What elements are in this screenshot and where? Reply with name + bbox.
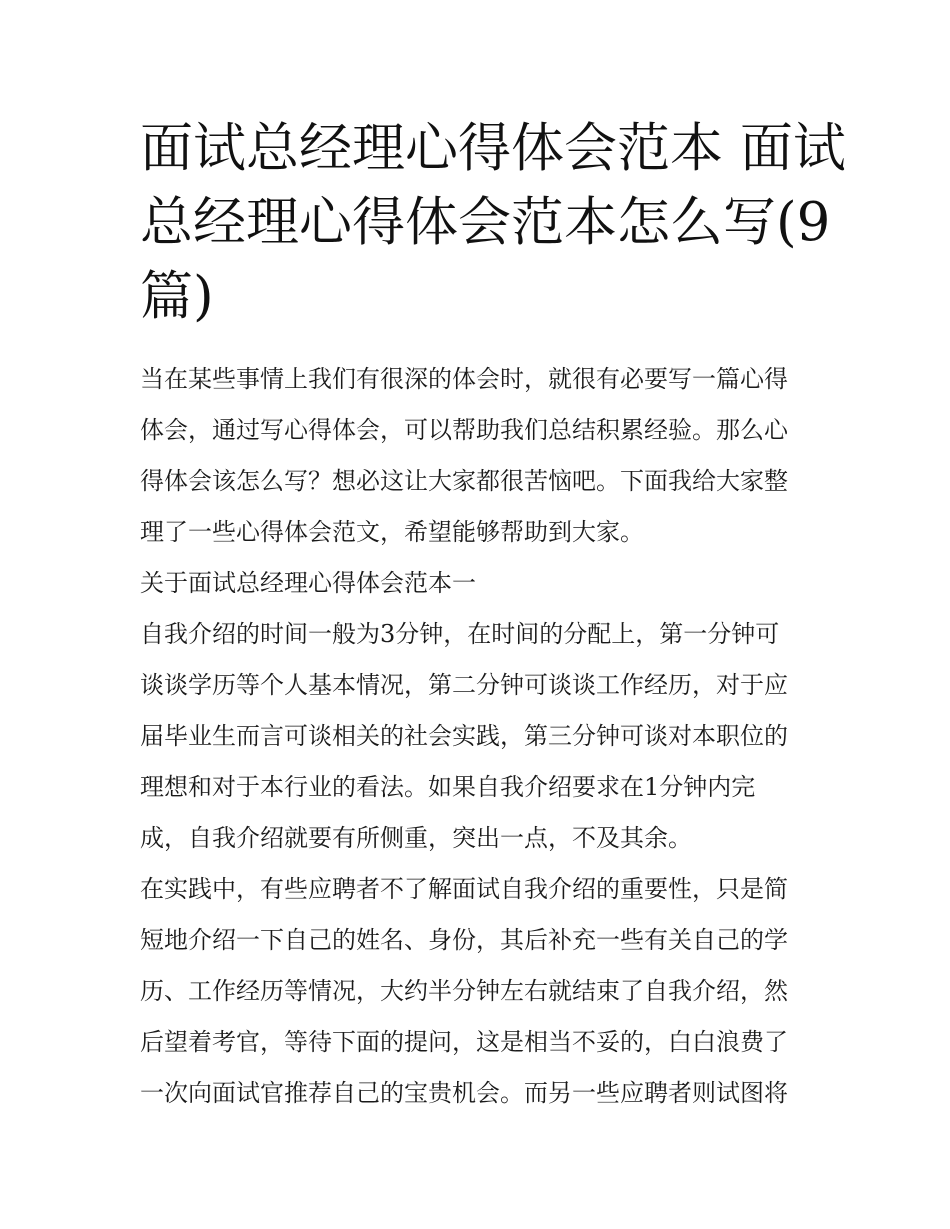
paragraph-line: 成，自我介绍就要有所侧重，突出一点，不及其余。 [140,824,692,852]
title-line: 总经理心得体会范本怎么写(9 [140,192,831,253]
title-line: 面试总经理心得体会范本 面试 [140,118,846,179]
intro-paragraph-line: 体会，通过写心得体会，可以帮助我们总结积累经验。那么心 [140,416,788,444]
paragraph-line: 理想和对于本行业的看法。如果自我介绍要求在1分钟内完 [140,773,756,801]
paragraph-line: 自我介绍的时间一般为3分钟，在时间的分配上，第一分钟可 [140,620,780,648]
paragraph-line: 在实践中，有些应聘者不了解面试自我介绍的重要性，只是简 [140,875,788,903]
intro-paragraph-line: 当在某些事情上我们有很深的体会时，就很有必要写一篇心得 [140,365,788,393]
document-title [140,112,846,334]
intro-paragraph-line: 理了一些心得体会范文，希望能够帮助到大家。 [140,518,644,546]
section-heading: 关于面试总经理心得体会范本一 [140,569,476,597]
paragraph-line: 谈谈学历等个人基本情况，第二分钟可谈谈工作经历，对于应 [140,671,788,699]
intro-paragraph-line: 得体会该怎么写？想必这让大家都很苦恼吧。下面我给大家整 [140,467,788,495]
title-line: 篇) [140,266,214,327]
document-body [140,354,820,1119]
paragraph-line: 短地介绍一下自己的姓名、身份，其后补充一些有关自己的学 [140,926,788,954]
paragraph-line: 一次向面试官推荐自己的宝贵机会。而另一些应聘者则试图将 [140,1079,788,1107]
paragraph-line: 历、工作经历等情况，大约半分钟左右就结束了自我介绍，然 [140,977,788,1005]
paragraph-line: 后望着考官，等待下面的提问，这是相当不妥的，白白浪费了 [140,1028,788,1056]
paragraph-line: 届毕业生而言可谈相关的社会实践，第三分钟可谈对本职位的 [140,722,788,750]
